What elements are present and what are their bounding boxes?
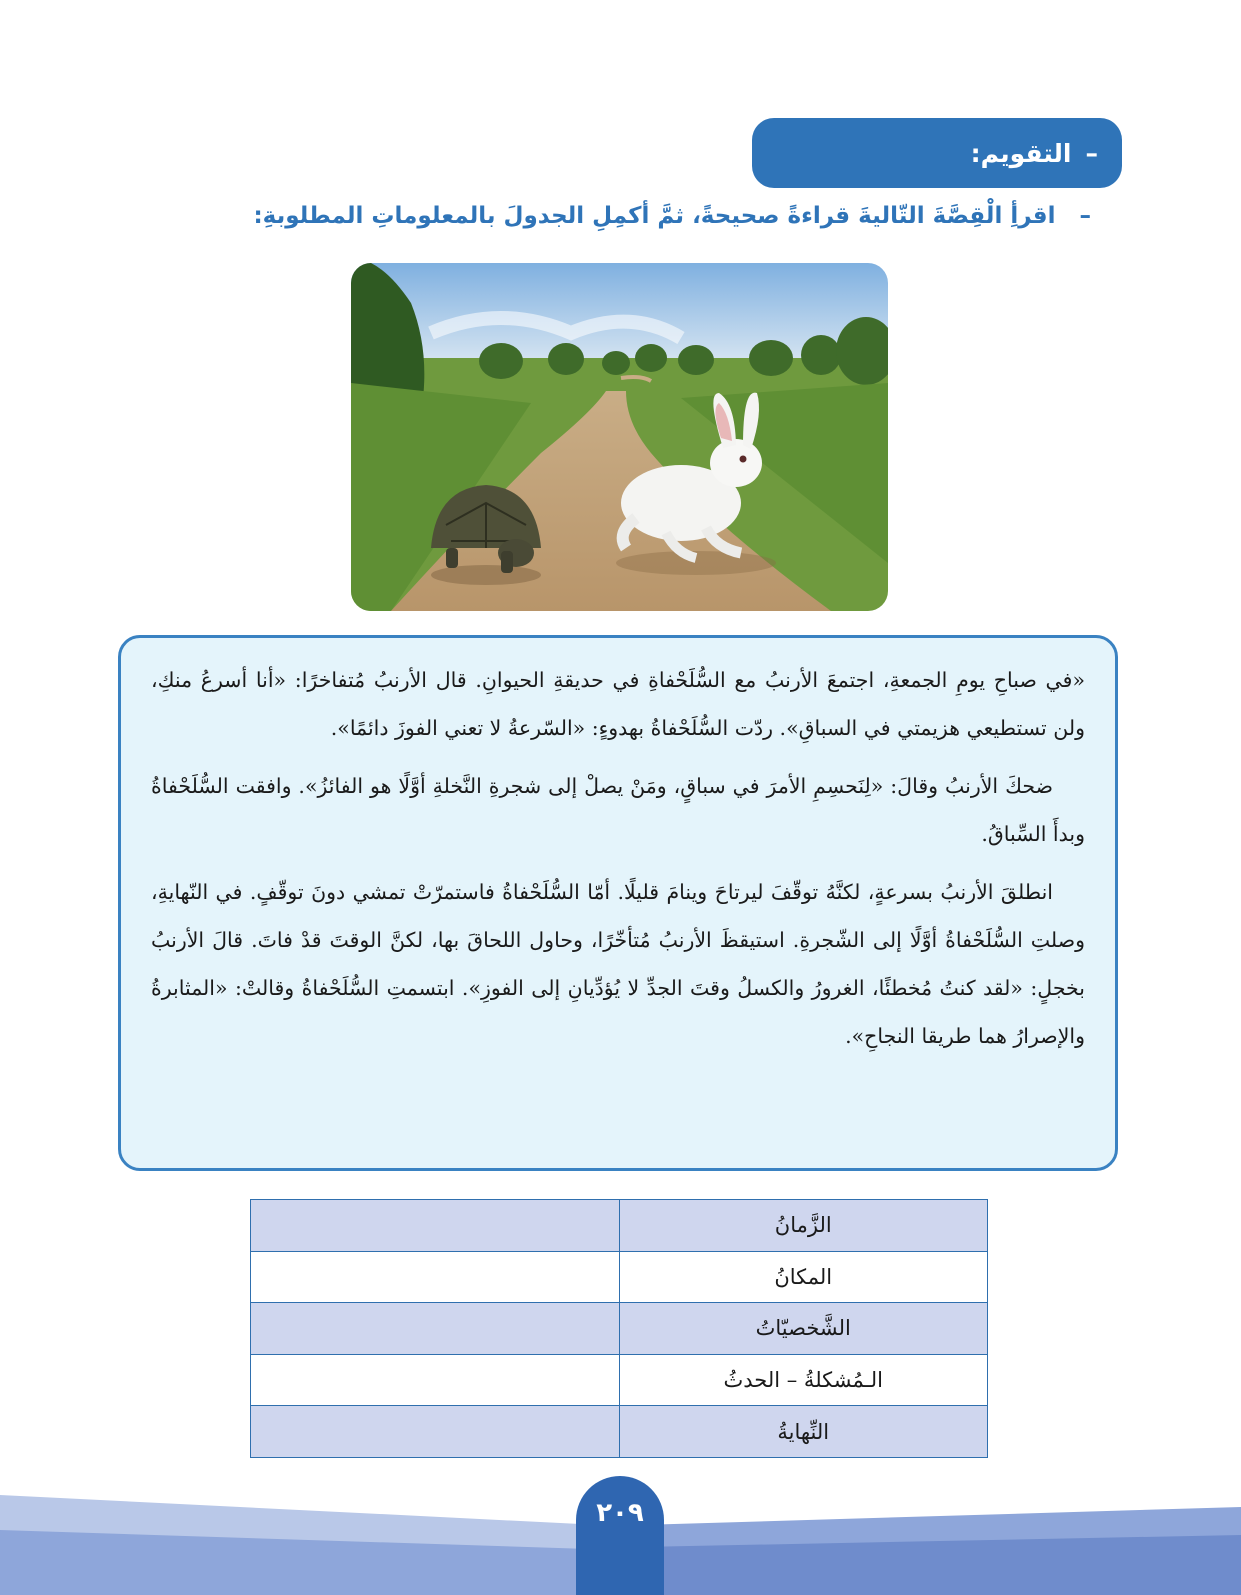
section-dash: – <box>1085 138 1098 168</box>
row-answer-cell[interactable] <box>251 1354 620 1406</box>
row-label-ending: النِّهايةُ <box>619 1406 988 1458</box>
table-row <box>251 1200 988 1252</box>
story-text-box <box>118 635 1118 1171</box>
section-title-banner <box>752 118 1122 188</box>
instruction-text: اقرأِ الْقِصَّةَ التّاليةَ قراءةً صحيحةً، ثمَّ أكمِلِ الجدولَ بالمعلوماتِ المطلوبةِ: <box>253 203 1056 229</box>
story-paragraph-1: «في صباحِ يومِ الجمعةِ، اجتمعَ الأرنبُ مع السُّلَحْفاةِ في حديقةِ الحيوانِ. قال الأرنبُ مُتفاخرًا: «أنا أسرعُ منكِ، ولن تستطيعي هزيمتي في السباقِ». ردّت السُّلَحْفاةُ بهدوءٍ: «السّرعةُ لا تعني الفوزَ دائمًا». <box>151 668 1085 740</box>
story-elements-table <box>250 1199 988 1458</box>
story-paragraph-2: ضحكَ الأرنبُ وقالَ: «لِنَحسِمِ الأمرَ في سباقٍ، ومَنْ يصلْ إلى شجرةِ النَّخلةِ أوَّلًا هو الفائزُ». وافقت السُّلَحْفاةُ وبدأَ السِّباقُ. <box>151 774 1085 846</box>
story-illustration <box>351 263 888 611</box>
exercise-instruction <box>211 203 1091 229</box>
row-answer-cell[interactable] <box>251 1251 620 1303</box>
row-label-problem-event: الـمُشكلةُ – الحدثُ <box>619 1354 988 1406</box>
tortoise-rabbit-illustration <box>351 263 888 611</box>
row-label-time: الزَّمانُ <box>619 1200 988 1252</box>
table-row <box>251 1406 988 1458</box>
row-label-place: المكانُ <box>619 1251 988 1303</box>
page-number: ٢٠٩ <box>576 1476 664 1595</box>
table-row <box>251 1251 988 1303</box>
row-label-characters: الشَّخصيّاتُ <box>619 1303 988 1355</box>
table-row <box>251 1354 988 1406</box>
row-answer-cell[interactable] <box>251 1406 620 1458</box>
section-title: التقويم: <box>970 138 1072 168</box>
table-row <box>251 1303 988 1355</box>
story-paragraph-3: انطلقَ الأرنبُ بسرعةٍ، لكنَّهُ توقّفَ ليرتاحَ وينامَ قليلًا. أمّا السُّلَحْفاةُ فاستمرّتْ تمشي دونَ توقّفٍ. في النّهايةِ، وصلتِ السُّلَحْفاةُ أوَّلًا إلى الشّجرةِ. استيقظَ الأرنبُ مُتأخّرًا، وحاول اللحاقَ بها، لكنَّ الوقتَ قدْ فاتَ. قالَ الأرنبُ بخجلٍ: «لقد كنتُ مُخطئًا، الغرورُ والكسلُ وقتَ الجدِّ لا يُؤدِّيانِ إلى الفوزِ». ابتسمتِ السُّلَحْفاةُ وقالتْ: «المثابرةُ والإصرارُ هما طريقا النجاحِ». <box>151 880 1085 1048</box>
row-answer-cell[interactable] <box>251 1303 620 1355</box>
instruction-dash: – <box>1079 203 1091 229</box>
row-answer-cell[interactable] <box>251 1200 620 1252</box>
